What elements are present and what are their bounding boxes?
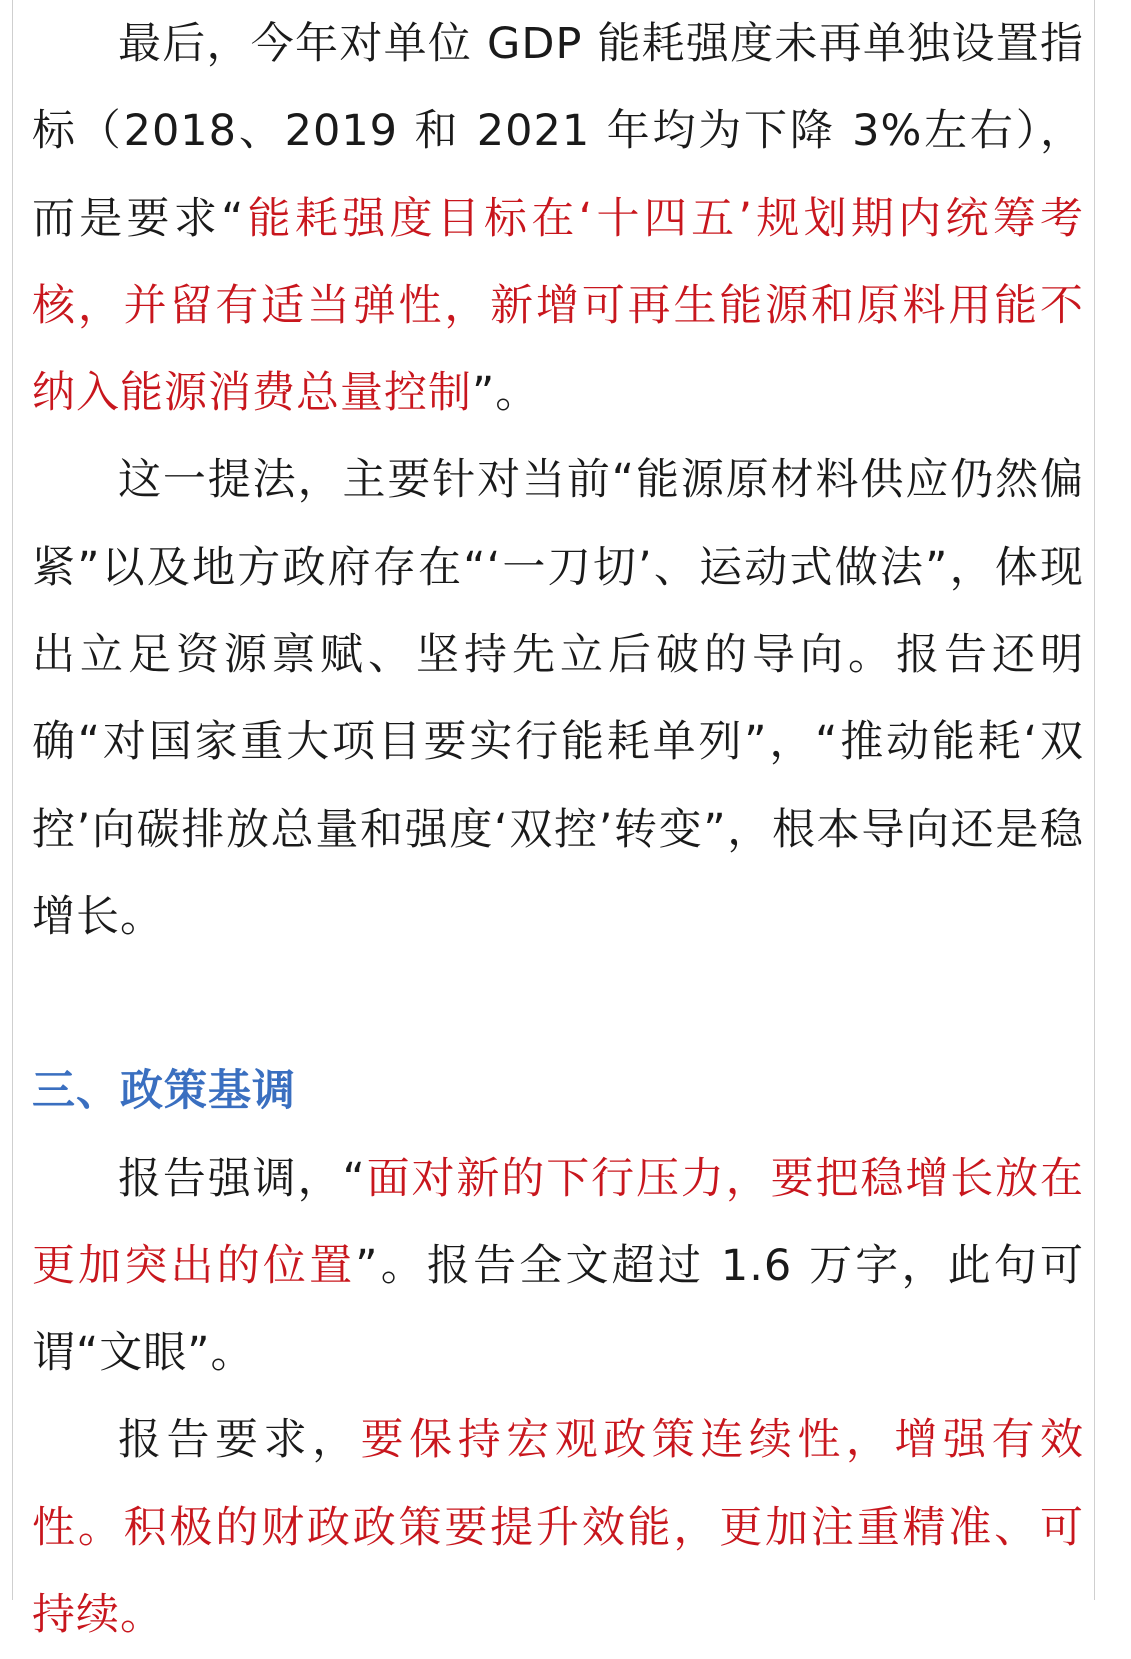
page-border-left xyxy=(12,0,13,1600)
article-body xyxy=(32,1,1084,1659)
highlighted-quote: 能耗强度目标在‘十四五’规划期内统筹考核，并留有适当弹性，新增可再生能源和原料用能不纳入能源消费总量控制 xyxy=(32,193,1084,419)
paragraph-policy-orientation xyxy=(32,437,1084,961)
text-segment: 报告要求， xyxy=(118,1415,361,1466)
text-segment: ”。报告全文超过 1.6 万字，此句可谓“文眼”。 xyxy=(32,1240,1085,1379)
highlighted-quote: 要保持宏观政策连续性，增强有效性。积极的财政政策要提升效能，更加注重精准、可持续。 xyxy=(32,1415,1085,1641)
paragraph-stable-growth xyxy=(32,1136,1084,1398)
page-border-right xyxy=(1094,0,1095,1600)
section-heading: 三、政策基调 xyxy=(32,1066,296,1117)
highlighted-quote: 面对新的下行压力，要把稳增长放在更加突出的位置 xyxy=(32,1153,1084,1291)
text-segment: 这一提法，主要针对当前“能源原材料供应仍然偏紧”以及地方政府存在“‘一刀切’、运动式做法”，体现出立足资源禀赋、坚持先立后破的导向。报告还明确“对国家重大项目要实行能耗单列”，“推动能耗‘双控’向碳排放总量和强度‘双控’转变”，根本导向还是稳增长。 xyxy=(32,455,1084,942)
text-segment: 报告强调，“ xyxy=(118,1153,366,1204)
paragraph-energy-intensity xyxy=(32,1,1084,437)
text-segment: 最后，今年对单位 GDP 能耗强度未再单独设置指标（2018、2019 和 2021 年均为下降 3%左右），而是要求“ xyxy=(32,19,1084,244)
paragraph-macro-policy xyxy=(32,1397,1084,1659)
text-segment: ”。 xyxy=(472,368,540,419)
